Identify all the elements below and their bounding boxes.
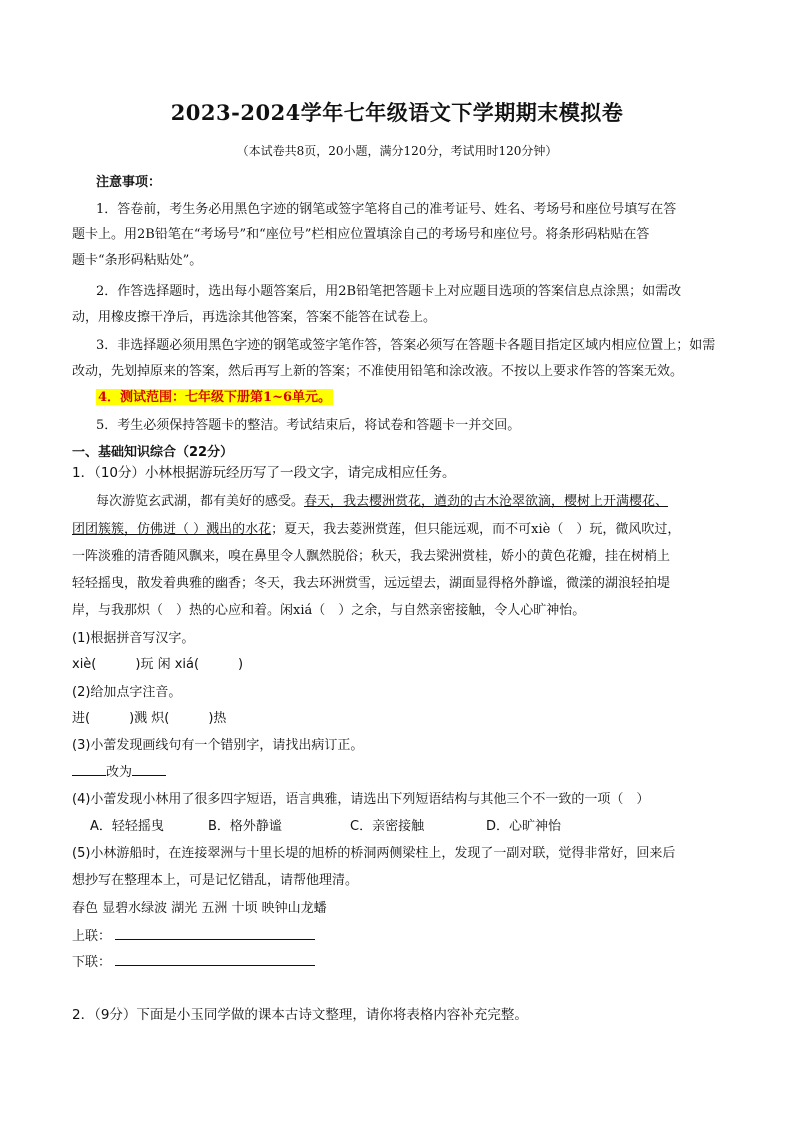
option-d: D．心旷神怡 — [486, 819, 562, 834]
notes-heading: 注意事项： — [96, 175, 162, 190]
upper-couplet-row — [72, 925, 724, 944]
q1-sub-2: (2)给加点字注音。 — [72, 685, 182, 700]
q1-sub-1-answer: xiè( )玩 闲 xiá( ) — [72, 657, 244, 672]
section-1-heading: 一、基础知识综合（22分） — [72, 445, 234, 460]
note-4 — [96, 386, 724, 405]
q2-stem: 2．（9分）下面是小玉同学做的课本古诗文整理，请你将表格内容补充完整。 — [72, 1007, 528, 1023]
q1-sub-5-line-2: 想抄写在整理本上，可是记忆错乱，请帮他理清。 — [72, 873, 359, 888]
upper-couplet-blank — [115, 938, 315, 940]
q1-passage-line-2: 团团簇簇，仿佛迸（ ）溅出的水花；夏天，我去菱洲赏莲，但只能远观，而不可xiè（ ）玩，微风吹过， — [72, 522, 681, 537]
q1-sub-4-options — [90, 815, 742, 834]
couplet-words: 春色 显碧水绿波 湖光 五洲 十顷 映钟山龙蟠 — [72, 901, 327, 916]
exam-subtitle: （本试卷共8页，20小题，满分120分，考试用时120分钟） — [236, 144, 558, 158]
q1-sub-2-answer: 进( )溅 炽( )热 — [72, 711, 227, 726]
q1-sub-5-line-1: (5)小林游船时，在连接翠洲与十里长堤的旭桥的桥洞两侧梁柱上，发现了一副对联，觉得非常好，回来后 — [72, 846, 676, 861]
note-2-line-1: 2．作答选择题时，选出每小题答案后，用2B铅笔把答题卡上对应题目选项的答案信息点涂黑；如需改 — [96, 284, 682, 299]
q1-passage-line-5: 岸，与我那炽（ ）热的心应和着。闲xiá（ ）之余，与自然亲密接触，令人心旷神怡。 — [72, 603, 586, 618]
upper-couplet-label: 上联： — [72, 929, 112, 944]
note-1-line-1: 1．答卷前，考生务必用黑色字迹的钢笔或签字笔将自己的准考证号、姓名、考场号和座位号填写在答 — [96, 202, 677, 217]
note-5: 5．考生必须保持答题卡的整洁。考试结束后，将试卷和答题卡一并交回。 — [96, 418, 521, 433]
q1-sub-1: (1)根据拼音写汉字。 — [72, 631, 195, 646]
note-1-line-3: 题卡“条形码粘贴处”。 — [72, 253, 203, 268]
q1-sub-4: (4)小蕾发现小林用了很多四字短语，语言典雅，请选出下列短语结构与其他三个不一致的一项（ ） — [72, 792, 650, 807]
test-scope-highlight: 4．测试范围：七年级下册第1~6单元。 — [98, 390, 332, 405]
q1-sub-3: (3)小蕾发现画线句有一个错别字，请找出病订正。 — [72, 738, 364, 753]
option-b: B．格外静谧 — [208, 819, 282, 834]
blank-correct-char — [132, 775, 166, 776]
blank-wrong-char — [72, 775, 106, 776]
lower-couplet-label: 下联： — [72, 955, 112, 970]
q1-stem: 1．（10分）小林根据游玩经历写了一段文字，请完成相应任务。 — [72, 465, 456, 481]
underlined-sentence: 春天，我去樱洲赏花，遒劲的古木沧翠欲滴，樱树上开满樱花、 — [304, 494, 669, 509]
note-3-line-2: 改动，先划掉原来的答案，然后再写上新的答案；不准使用铅笔和涂改液。不按以上要求作答的答案无效。 — [72, 364, 684, 379]
page-title: 2023-2024学年七年级语文下学期期末模拟卷 — [170, 100, 624, 125]
lower-couplet-row — [72, 951, 724, 970]
lower-couplet-blank — [115, 964, 315, 966]
q1-passage-line-1: 每次游览玄武湖，都有美好的感受。春天，我去樱洲赏花，遒劲的古木沧翠欲滴，樱树上开满樱花、 — [96, 494, 669, 509]
note-1-line-2: 题卡上。用2B铅笔在“考场号”和“座位号”栏相应位置填涂自己的考场号和座位号。将条形码粘贴在答 — [72, 227, 650, 242]
note-3-line-1: 3．非选择题必须用黑色字迹的钢笔或签字笔作答，答案必须写在答题卡各题目指定区域内相应位置上；如需 — [96, 338, 716, 353]
q1-passage-line-4: 轻轻摇曳，散发着典雅的幽香；冬天，我去环洲赏雪，远远望去，湖面显得格外静谧，微漾的湖浪轻拍堤 — [72, 576, 671, 591]
option-c: C．亲密接触 — [350, 819, 425, 834]
note-2-line-2: 动，用橡皮擦干净后，再选涂其他答案，答案不能答在试卷上。 — [72, 310, 437, 325]
underlined-sentence-end: 团团簇簇，仿佛迸（ ）溅出的水花 — [72, 522, 272, 537]
q1-passage-line-3: 一阵淡雅的清香随风飘来，嗅在鼻里令人飘然脱俗；秋天，我去梁洲赏桂，娇小的黄色花瓣，挂在树梢上 — [72, 549, 671, 564]
q1-sub-3-answer: 改为 — [72, 761, 724, 780]
option-a: A．轻轻摇曳 — [90, 819, 164, 834]
